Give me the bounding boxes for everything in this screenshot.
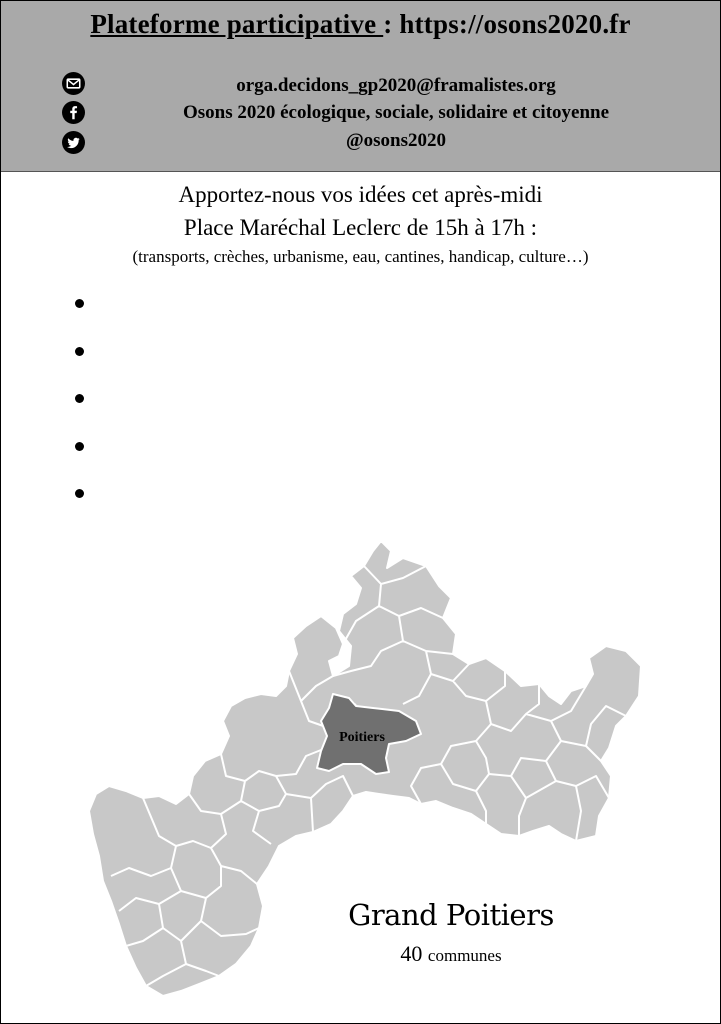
email-icon — [62, 72, 85, 95]
communes-count — [301, 941, 601, 967]
communes-count-unit: communes — [427, 946, 502, 965]
poitiers-label: Poitiers — [339, 730, 385, 745]
contact-facebook-link[interactable]: Osons 2020 écologique, sociale, solidaire et citoyenne — [182, 102, 610, 123]
communes-count-value: 40 — [400, 941, 423, 966]
facebook-icon — [62, 101, 85, 124]
title-separator: : — [383, 9, 400, 39]
intro-line-3: (transports, crèches, urbanisme, eau, cantines, handicap, culture…) — [132, 247, 589, 266]
twitter-icon — [62, 131, 85, 154]
title-label: Plateforme participative — [90, 9, 384, 39]
header-title — [1, 9, 720, 40]
platform-url-link[interactable]: https://osons2020.fr — [399, 9, 631, 39]
intro-line-2: Place Maréchal Leclerc de 15h à 17h : — [183, 215, 538, 240]
header-banner — [1, 1, 720, 172]
intro-line-1: Apportez-nous vos idées cet après-midi — [178, 182, 543, 207]
contact-email-link[interactable]: orga.decidons_gp2020@framalistes.org — [236, 75, 556, 96]
contact-twitter-link[interactable]: @osons2020 — [345, 130, 447, 151]
grand-poitiers-map — [81, 536, 651, 1006]
map-title: Grand Poitiers — [348, 898, 554, 932]
